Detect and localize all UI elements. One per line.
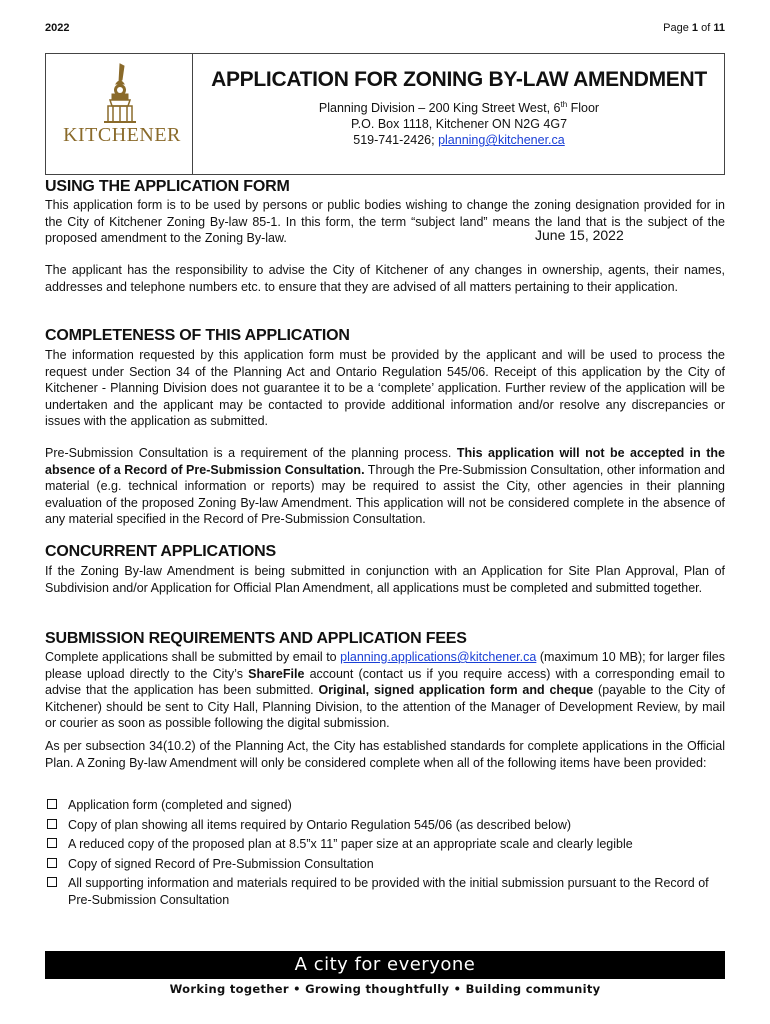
checkbox[interactable] xyxy=(47,877,57,887)
completeness-paragraph-1: The information requested by this application form must be provided by the applicant and will be used to process the request under Section 34 of the Planning Act and Ontario Regulation 545/06. Receipt of this application by the City of Kitchener - Planning Division does not guarantee it to be a ‘complete’ application. Further review of the application will be undertaken and the applicant may be contacted to provide additional information and/or resolve any discrepancies or issues with the application as submitted. xyxy=(45,348,725,429)
kitchener-logo xyxy=(46,54,193,174)
completeness-paragraph-2 xyxy=(45,445,725,528)
submission-text-b: (maximum 10 MB); for larger files please upload directly to the City’s xyxy=(45,650,725,681)
checklist-item-label: Copy of plan showing all items required by Ontario Regulation 545/06 (as described below) xyxy=(68,817,572,832)
document-title: APPLICATION FOR ZONING BY-LAW AMENDMENT xyxy=(211,68,707,91)
contact-line xyxy=(192,132,726,148)
completeness-p2-emphasis: This application will not be accepted in the absence of a Record of Pre-Submission Consultation. xyxy=(45,446,725,477)
footer-tagline: Working together • Growing thoughtfully • Building community xyxy=(169,982,601,996)
checkbox[interactable] xyxy=(47,858,57,868)
section-heading-completeness: COMPLETENESS OF THIS APPLICATION xyxy=(45,327,350,344)
checkbox[interactable] xyxy=(47,819,57,829)
page-label: Page xyxy=(663,22,689,34)
section-heading-using: USING THE APPLICATION FORM xyxy=(45,178,290,195)
submission-text-c: account (contact us if you require access) with a corresponding email to advise that the application has been submitted. xyxy=(45,666,725,698)
address-line-2: P.O. Box 1118, Kitchener ON N2G 4G7 xyxy=(350,117,568,132)
checklist-item-label: A reduced copy of the proposed plan at 8.5”x 11” paper size at an appropriate scale and clearly legible xyxy=(68,837,633,852)
city-hall-logo-icon xyxy=(56,60,182,130)
phone-number: 519-741-2426; xyxy=(353,133,435,148)
address-block xyxy=(192,97,726,148)
page-indicator xyxy=(663,22,725,34)
sharefile-label: ShareFile xyxy=(248,666,305,681)
applications-email-link[interactable]: planning.applications@kitchener.ca xyxy=(340,650,537,664)
checkbox[interactable] xyxy=(47,799,57,809)
page-current: 1 xyxy=(691,22,699,34)
checklist-item xyxy=(45,817,725,834)
logo-text: KITCHENER xyxy=(63,124,181,146)
checkbox[interactable] xyxy=(47,838,57,848)
submission-paragraph-2: As per subsection 34(10.2) of the Planning Act, the City has established standards for complete applications in the Official Plan. A Zoning By-law Amendment will only be considered complete when all of the following items have been provided: xyxy=(45,739,725,770)
using-paragraph-1: This application form is to be used by persons or public bodies wishing to change the zoning designation provided for in the City of Kitchener Zoning By-law 85-1. In this form, the term “subject land” means the land that is the subject of the proposed amendment to the Zoning By-law. xyxy=(45,198,725,246)
requirements-checklist xyxy=(45,797,725,912)
section-heading-submission: SUBMISSION REQUIREMENTS AND APPLICATION FEES xyxy=(45,630,467,647)
using-paragraph-2: The applicant has the responsibility to advise the City of Kitchener of any changes in ownership, agents, their names, addresses and telephone numbers etc. to ensure that they are advised of all matters pertaining to their application. xyxy=(45,263,725,294)
footer-slogan-bar: A city for everyone xyxy=(45,951,725,979)
original-form-emphasis: Original, signed application form and cheque xyxy=(318,683,594,698)
checklist-item xyxy=(45,856,725,873)
address-line-1-text: Planning Division – 200 King Street West, 6 xyxy=(318,101,561,116)
document-year: 2022 xyxy=(45,22,70,34)
submission-text-d: (payable to the City of Kitchener) should be sent to City Hall, Planning Division, to the attention of the Manager of Development Review, by mail or courier as soon as possible following the digital submission. xyxy=(45,683,725,731)
planning-email-link[interactable]: planning@kitchener.ca xyxy=(438,133,565,148)
checklist-item-label: All supporting information and materials required to be provided with the initial submission pursuant to the Record of Pre-Submission Consultation xyxy=(68,876,709,907)
address-line-1-floor: Floor xyxy=(567,101,600,116)
checklist-item-label: Application form (completed and signed) xyxy=(68,798,292,812)
received-date-stamp: June 15, 2022 xyxy=(535,227,624,243)
concurrent-paragraph: If the Zoning By-law Amendment is being submitted in conjunction with an Application for Site Plan Approval, Plan of Subdivision and/or Application for Official Plan Amendment, all applications must be completed and submitted together. xyxy=(45,564,725,595)
completeness-p2-intro: Pre-Submission Consultation is a requirement of the planning process. xyxy=(45,446,457,460)
page-total: 11 xyxy=(713,22,725,34)
checklist-item xyxy=(45,836,725,853)
page-of: of xyxy=(701,22,711,34)
checklist-item xyxy=(45,875,725,908)
section-heading-concurrent: CONCURRENT APPLICATIONS xyxy=(45,543,276,560)
title-block xyxy=(192,68,726,148)
checklist-item-label: Copy of signed Record of Pre-Submission Consultation xyxy=(68,856,374,871)
address-line-1 xyxy=(192,97,726,116)
checklist-item xyxy=(45,797,725,814)
title-header xyxy=(45,53,725,175)
address-floor-suffix: th xyxy=(560,100,568,109)
completeness-p2-rest: Through the Pre-Submission Consultation, other information and material (e.g. technical information or reports) may be required to assist the City, other agencies in their planning evaluation of the proposed Zoning By-law Amendment. This application will not be considered complete in the absence of any material specified in the Record of Pre-Submission Consultation. xyxy=(45,462,725,527)
submission-paragraph-1 xyxy=(45,649,725,732)
submission-text-a: Complete applications shall be submitted by email to xyxy=(45,650,341,664)
